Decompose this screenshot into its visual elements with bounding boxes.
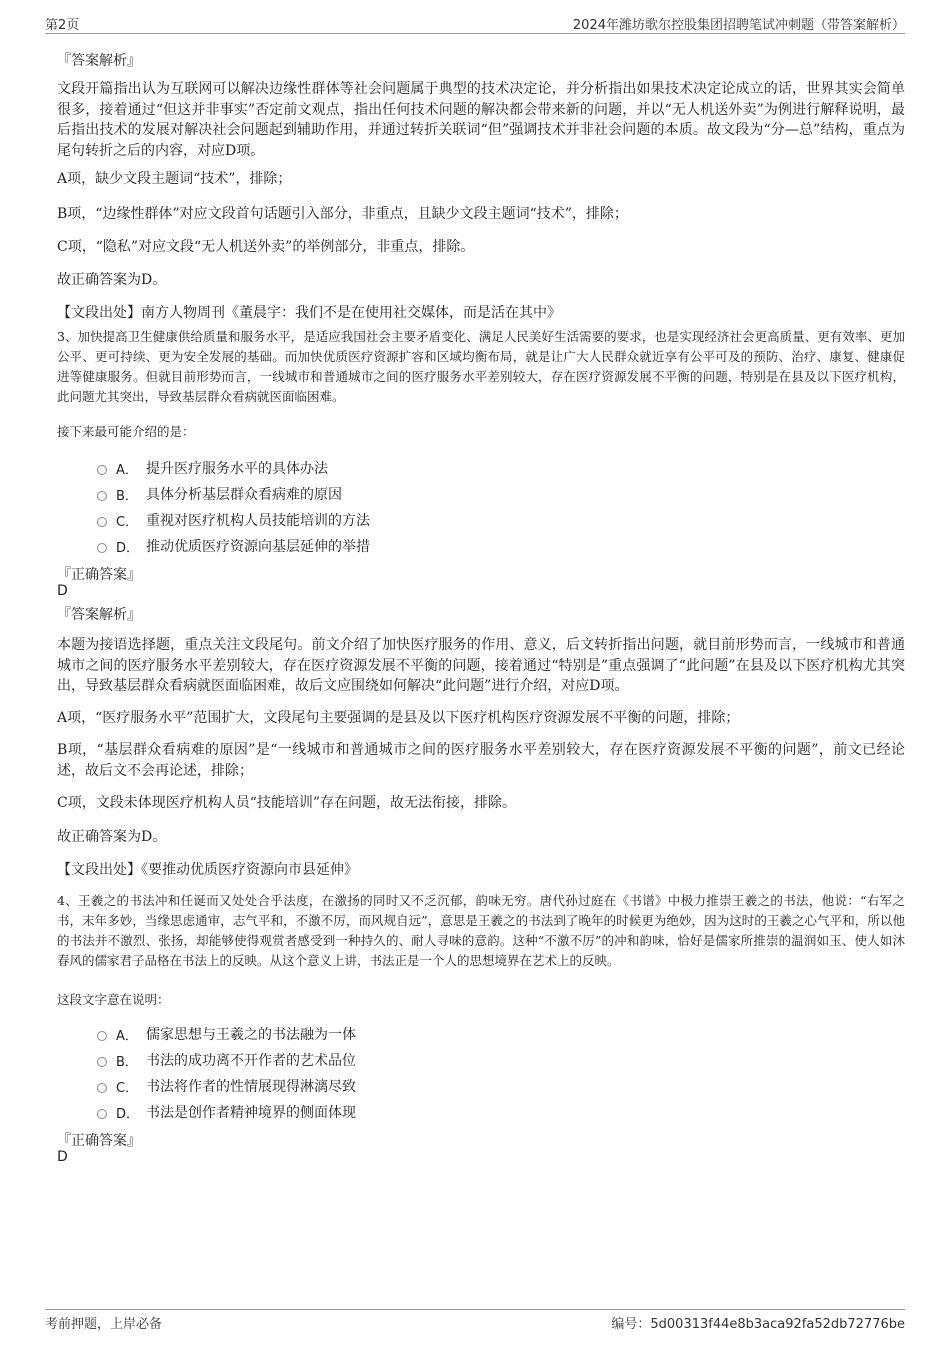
radio-icon[interactable]: [97, 1109, 107, 1119]
option-text: 具体分析基层群众看病难的原因: [146, 487, 342, 503]
q3-stem: 3、加快提高卫生健康供给质量和服务水平，是适应我国社会主要矛盾变化、满足人民美好生活需要的要求，也是实现经济社会更高质量、更有效率、更加公平、更可持续、更为安全发展的基础。而加快优质医疗资源扩容和区域均衡布局，就是让广大人民群众就近享有公平可及的预防、治疗、康复、健康促进等健康服务。但就目前形势而言，一线城市和普通城市之间的医疗服务水平差别较大，存在医疗资源发展不平衡的问题，特别是在县及以下医疗机构，此问题尤其突出，导致基层群众看病就医面临困难。: [57, 329, 905, 404]
q3-option-c[interactable]: [97, 510, 370, 530]
q4-answer-label: 『正确答案』: [57, 1133, 141, 1149]
option-text: 书法的成功离不开作者的艺术品位: [146, 1053, 356, 1069]
q2-analysis-label: 『答案解析』: [57, 53, 141, 69]
q2-option-a-note: A项，缺少文段主题词“技术”，排除；: [57, 171, 292, 187]
q4-question: 这段文字意在说明：: [57, 992, 170, 1007]
q4-option-c[interactable]: [97, 1076, 356, 1096]
footer-code: [611, 1313, 905, 1332]
option-label: A．: [116, 462, 138, 478]
q3-option-b-note: B项，“基层群众看病难的原因”是“一线城市和普通城市之间的医疗服务水平差别较大，存在医疗资源发展不平衡的问题”，前文已经论述，故后文不会再论述，排除；: [57, 742, 905, 779]
option-text: 重视对医疗机构人员技能培训的方法: [146, 513, 370, 529]
q3-option-d[interactable]: [97, 536, 370, 556]
footer-slogan: 考前押题，上岸必备: [45, 1317, 163, 1332]
q2-option-c-note: C项，“隐私”对应文段“无人机送外卖”的举例部分，非重点，排除。: [57, 239, 475, 255]
option-label: B．: [116, 488, 138, 504]
option-label: A．: [116, 1028, 138, 1044]
q4-stem: 4、王羲之的书法冲和任诞而又处处合乎法度，在激扬的同时又不乏沉郁，韵味无穷。唐代孙过庭在《书谱》中极力推崇王羲之的书法，他说：“右军之书，末年多妙，当缘思虑通审，志气平和，不激不厉，而风规自远”，意思是王羲之的书法到了晚年的时候更为绝妙，因为这时的王羲之心气平和，所以他的书法并不激烈、张扬，却能够使得观赏者感受到一种持久的、耐人寻味的意韵。这种“不激不厉”的冲和韵味，恰好是儒家所推崇的温润如玉、使人如沐春风的儒家君子品格在书法上的反映。从这个意义上讲，书法正是一个人的思想境界在艺术上的反映。: [57, 893, 905, 968]
q3-conclusion: 故正确答案为D。: [57, 829, 167, 845]
option-label: D．: [116, 540, 140, 556]
radio-icon[interactable]: [97, 543, 107, 553]
option-text: 提升医疗服务水平的具体办法: [146, 461, 328, 477]
q2-analysis-text: 文段开篇指出认为互联网可以解决边缘性群体等社会问题属于典型的技术决定论，并分析指出如果技术决定论成立的话，世界其实会简单很多，接着通过“但这并非事实”否定前文观点，指出任何技术问题的解决都会带来新的问题，并以“无人机送外卖”为例进行解释说明，最后指出技术的发展对解决社会问题起到辅助作用，并通过转折关联词“但”强调技术并非社会问题的本质。故文段为“分—总”结构，重点为尾句转折之后的内容，对应D项。: [57, 81, 905, 159]
footer-code-label: 编号：: [611, 1317, 651, 1332]
q3-analysis-label: 『答案解析』: [57, 607, 141, 623]
q3-source: 【文段出处】《要推动优质医疗资源向市县延伸》: [57, 862, 358, 878]
q3-option-a-note: A项，“医疗服务水平”范围扩大，文段尾句主要强调的是县及以下医疗机构医疗资源发展不平衡的问题，排除；: [57, 710, 740, 726]
option-label: C．: [116, 1080, 139, 1096]
q3-option-c-note: C项，文段未体现医疗机构人员“技能培训”存在问题，故无法衔接，排除。: [57, 795, 517, 811]
radio-icon[interactable]: [97, 517, 107, 527]
q2-conclusion: 故正确答案为D。: [57, 272, 167, 288]
footer-divider: [45, 1309, 905, 1310]
option-label: C．: [116, 514, 139, 530]
q2-option-b-note: B项，“边缘性群体”对应文段首句话题引入部分，非重点，且缺少文段主题词“技术”，排除；: [57, 206, 628, 222]
radio-icon[interactable]: [97, 491, 107, 501]
q3-option-a[interactable]: [97, 458, 328, 478]
q3-answer-label: 『正确答案』: [57, 567, 141, 583]
q3-option-b[interactable]: [97, 484, 342, 504]
q4-option-b[interactable]: [97, 1050, 356, 1070]
q4-option-d[interactable]: [97, 1102, 356, 1122]
radio-icon[interactable]: [97, 1057, 107, 1067]
radio-icon[interactable]: [97, 1031, 107, 1041]
q4-answer: D: [57, 1149, 68, 1165]
option-text: 儒家思想与王羲之的书法融为一体: [146, 1027, 356, 1043]
option-label: D．: [116, 1106, 140, 1122]
q3-question: 接下来最可能介绍的是：: [57, 424, 195, 439]
option-text: 推动优质医疗资源向基层延伸的举措: [146, 539, 370, 555]
header-divider: [45, 33, 905, 34]
footer-code-value: 5d00313f44e8b3aca92fa52db72776be: [650, 1317, 905, 1332]
document-title: 2024年潍坊歌尔控股集团招聘笔试冲刺题（带答案解析）: [572, 18, 905, 33]
q4-option-a[interactable]: [97, 1024, 356, 1044]
option-text: 书法将作者的性情展现得淋漓尽致: [146, 1079, 356, 1095]
q3-answer: D: [57, 583, 68, 599]
q3-analysis-text: 本题为接语选择题，重点关注文段尾句。前文介绍了加快医疗服务的作用、意义，后文转折指出问题，就目前形势而言，一线城市和普通城市之间的医疗服务水平差别较大，存在医疗资源发展不平衡的问题，接着通过“特别是”重点强调了“此问题”在县及以下医疗机构尤其突出，导致基层群众看病就医面临困难，故后文应围绕如何解决“此问题”进行介绍，对应D项。: [57, 637, 905, 694]
radio-icon[interactable]: [97, 1083, 107, 1093]
option-label: B．: [116, 1054, 138, 1070]
option-text: 书法是创作者精神境界的侧面体现: [146, 1105, 356, 1121]
q2-source: 【文段出处】南方人物周刊《董晨宇：我们不是在使用社交媒体，而是活在其中》: [57, 305, 561, 321]
page-number: 第2页: [45, 18, 80, 33]
radio-icon[interactable]: [97, 465, 107, 475]
